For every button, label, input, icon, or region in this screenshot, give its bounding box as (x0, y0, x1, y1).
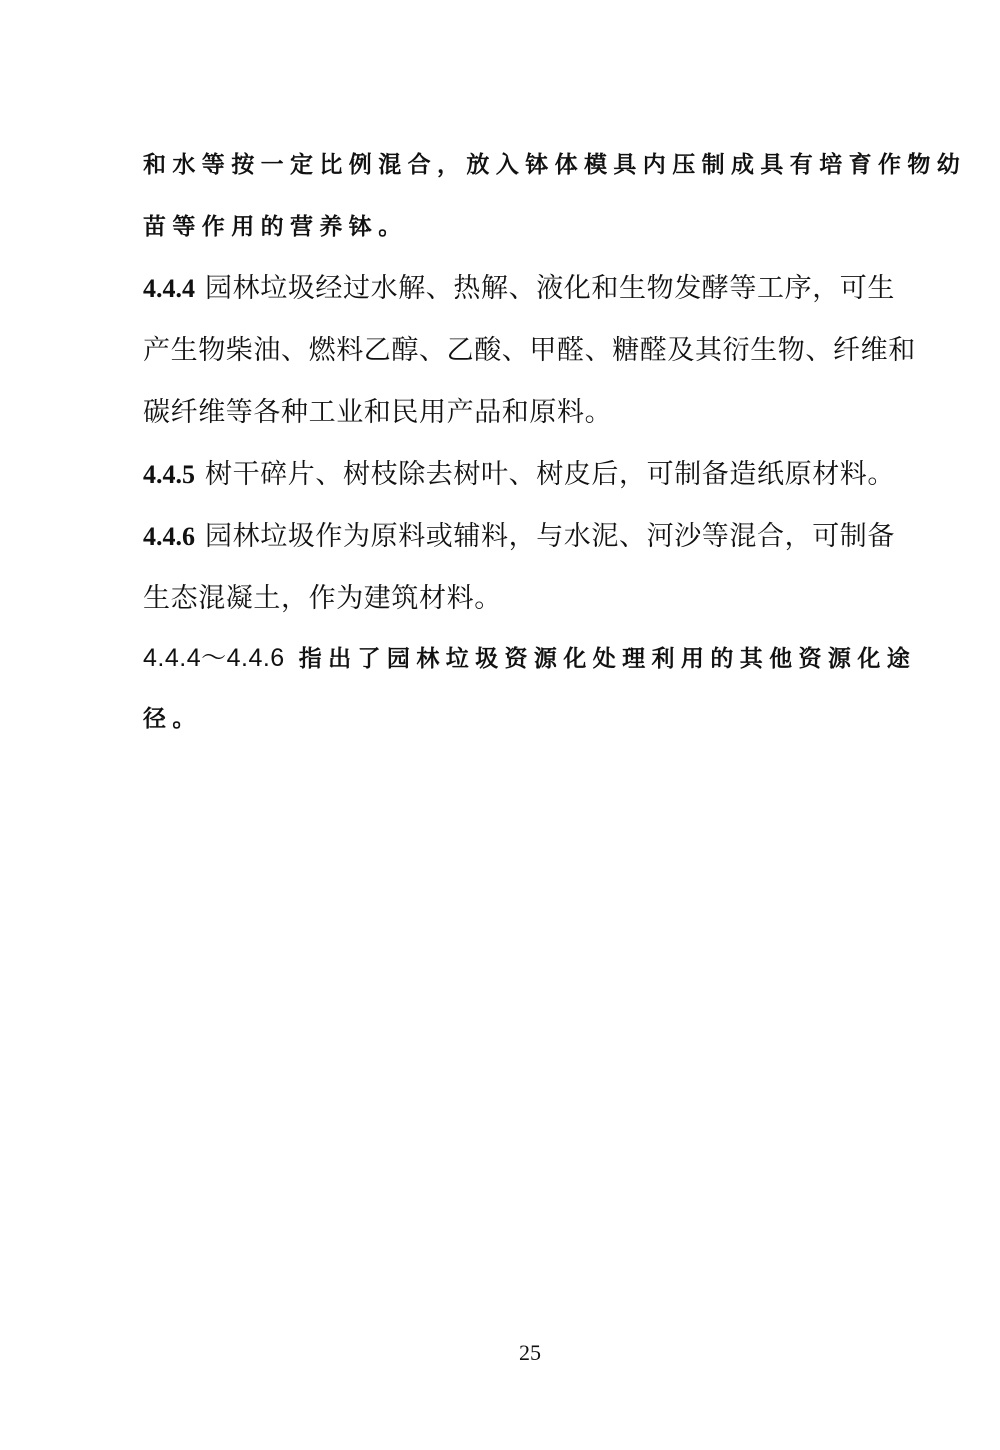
line-text: 碳纤维等各种工业和民用产品和原料。 (143, 397, 613, 428)
clause-line (143, 390, 612, 429)
commentary-line (143, 208, 408, 241)
clause-line (143, 328, 916, 367)
page-number: 25 (519, 1340, 541, 1365)
line-text: 产生物柴油、燃料乙醇、乙酸、甲醛、糖醛及其衍生物、纤维和 (143, 335, 916, 366)
commentary-line (143, 700, 202, 733)
clause-4-4-4 (143, 266, 895, 305)
commentary-4-4-4-to-4-4-6 (143, 638, 916, 674)
clause-text: 园林垃圾经过水解、热解、液化和生物发酵等工序，可生 (205, 273, 895, 304)
clause-4-4-6 (143, 514, 895, 553)
commentary-number: 4.4.4～4.4.6 (143, 644, 285, 672)
clause-number: 4.4.5 (143, 460, 195, 489)
line-text: 苗等作用的营养钵。 (143, 214, 408, 240)
clause-text: 园林垃圾作为原料或辅料，与水泥、河沙等混合，可制备 (205, 521, 895, 552)
clause-4-4-5 (143, 452, 895, 491)
commentary-text: 指出了园林垃圾资源化处理利用的其他资源化途 (298, 646, 917, 672)
commentary-line (143, 146, 966, 179)
line-text: 生态混凝土，作为建筑材料。 (143, 583, 502, 614)
line-text: 径。 (143, 706, 202, 732)
clause-number: 4.4.4 (143, 274, 195, 303)
line-text: 和水等按一定比例混合，放入钵体模具内压制成具有培育作物幼 (143, 152, 967, 178)
clause-number: 4.4.6 (143, 522, 195, 551)
clause-text: 树干碎片、树枝除去树叶、树皮后，可制备造纸原材料。 (205, 459, 895, 490)
clause-line (143, 576, 502, 615)
